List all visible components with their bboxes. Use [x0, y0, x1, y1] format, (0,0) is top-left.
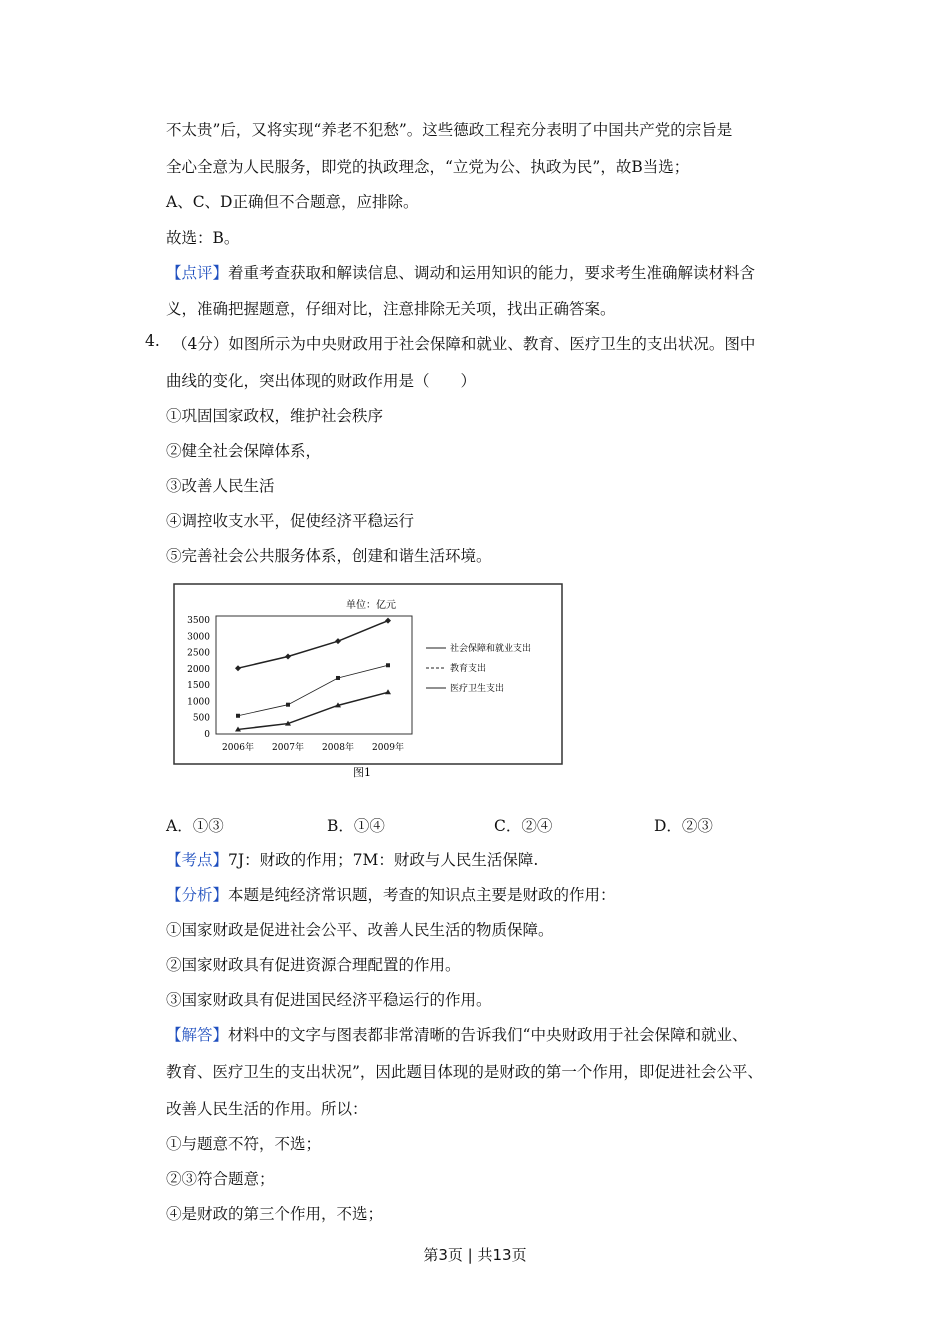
question-stem: （4分）如图所示为中央财政用于社会保障和就业、教育、医疗卫生的支出状况。图中	[172, 335, 756, 353]
x-tick-label: 2009年	[372, 743, 404, 753]
option-d: D．②③	[654, 817, 713, 835]
data-point	[335, 638, 341, 644]
x-tick-label: 2006年	[222, 743, 254, 753]
fenxi-tag: 【分析】	[166, 886, 229, 904]
question-item: ④调控收支水平，促使经济平稳运行	[166, 512, 415, 530]
question-item: ⑤完善社会公共服务体系，创建和谐生活环境。	[166, 547, 492, 565]
legend-label: 医疗卫生支出	[450, 684, 505, 694]
y-tick-label: 2500	[187, 648, 210, 659]
y-tick-label: 3000	[187, 632, 210, 643]
text-line: 不太贵”后，又将实现“养老不犯愁”。这些德政工程充分表明了中国共产党的宗旨是	[166, 121, 733, 139]
data-point	[236, 714, 240, 718]
data-point	[235, 665, 241, 671]
fenxi-item: ③国家财政具有促进国民经济平稳运行的作用。	[166, 991, 492, 1009]
review-text: 着重考查获取和解读信息、调动和运用知识的能力，要求考生准确解读材料含	[228, 264, 756, 282]
jieda-line: 改善人民生活的作用。所以：	[166, 1100, 368, 1118]
text-line: 全心全意为人民服务，即党的执政理念，“立党为公、执政为民”，故B当选；	[166, 158, 690, 176]
fenxi-item: ②国家财政具有促进资源合理配置的作用。	[166, 956, 461, 974]
page-footer: 第3页 | 共13页	[423, 1246, 527, 1264]
option-a: A．①③	[166, 817, 224, 835]
kaodian-tag: 【考点】	[166, 851, 229, 869]
chart-unit: 单位：亿元	[346, 600, 396, 611]
fenxi-line	[166, 883, 616, 905]
series-line	[238, 621, 388, 669]
y-tick-label: 3500	[187, 616, 210, 626]
question-item: ②健全社会保障体系，	[166, 442, 322, 460]
series-line	[238, 665, 388, 715]
kaodian-line	[166, 848, 538, 870]
data-point	[336, 676, 340, 680]
review-line: 义，准确把握题意，仔细对比，注意排除无关项，找出正确答案。	[166, 300, 616, 318]
jieda-item: ④是财政的第三个作用，不选；	[166, 1205, 384, 1223]
data-point	[386, 663, 390, 667]
data-point	[385, 689, 391, 694]
y-tick-label: 0	[204, 730, 210, 740]
data-point	[286, 703, 290, 707]
question-item: ③改善人民生活	[166, 477, 275, 495]
kaodian-text: 7J：财政的作用；7M：财政与人民生活保障.	[228, 851, 539, 869]
x-tick-label: 2007年	[272, 743, 304, 753]
expenditure-chart	[168, 576, 568, 781]
jieda-tag: 【解答】	[166, 1026, 229, 1044]
text-line: A、C、D正确但不合题意，应排除。	[166, 193, 419, 211]
legend-label: 社会保障和就业支出	[450, 644, 532, 654]
jieda-line: 教育、医疗卫生的支出状况”，因此题目体现的是财政的第一个作用，即促进社会公平、	[166, 1063, 763, 1081]
text-line: 故选：B。	[166, 229, 240, 247]
y-tick-label: 1000	[187, 697, 210, 708]
chart-caption: 图1	[353, 766, 371, 779]
jieda-item: ②③符合题意；	[166, 1170, 275, 1188]
option-c: C．②④	[494, 817, 553, 835]
jieda-item: ①与题意不符，不选；	[166, 1135, 322, 1153]
y-tick-label: 1500	[187, 681, 210, 692]
x-tick-label: 2008年	[322, 743, 354, 753]
review-line	[166, 261, 755, 283]
question-item: ①巩固国家政权，维护社会秩序	[166, 407, 384, 425]
review-tag: 【点评】	[166, 264, 229, 282]
y-tick-label: 500	[192, 713, 210, 724]
data-point	[285, 653, 291, 659]
data-point	[385, 618, 391, 624]
y-tick-label: 2000	[187, 664, 210, 675]
fenxi-text: 本题是纯经济常识题，考查的知识点主要是财政的作用：	[228, 886, 616, 904]
jieda-text: 材料中的文字与图表都非常清晰的告诉我们“中央财政用于社会保障和就业、	[228, 1026, 748, 1044]
question-stem: 曲线的变化，突出体现的财政作用是（ ）	[166, 372, 477, 390]
jieda-line	[166, 1023, 747, 1045]
option-b: B．①④	[327, 817, 385, 835]
legend-label: 教育支出	[450, 664, 487, 674]
fenxi-item: ①国家财政是促进社会公平、改善人民生活的物质保障。	[166, 921, 554, 939]
question-number: 4.	[145, 332, 160, 350]
